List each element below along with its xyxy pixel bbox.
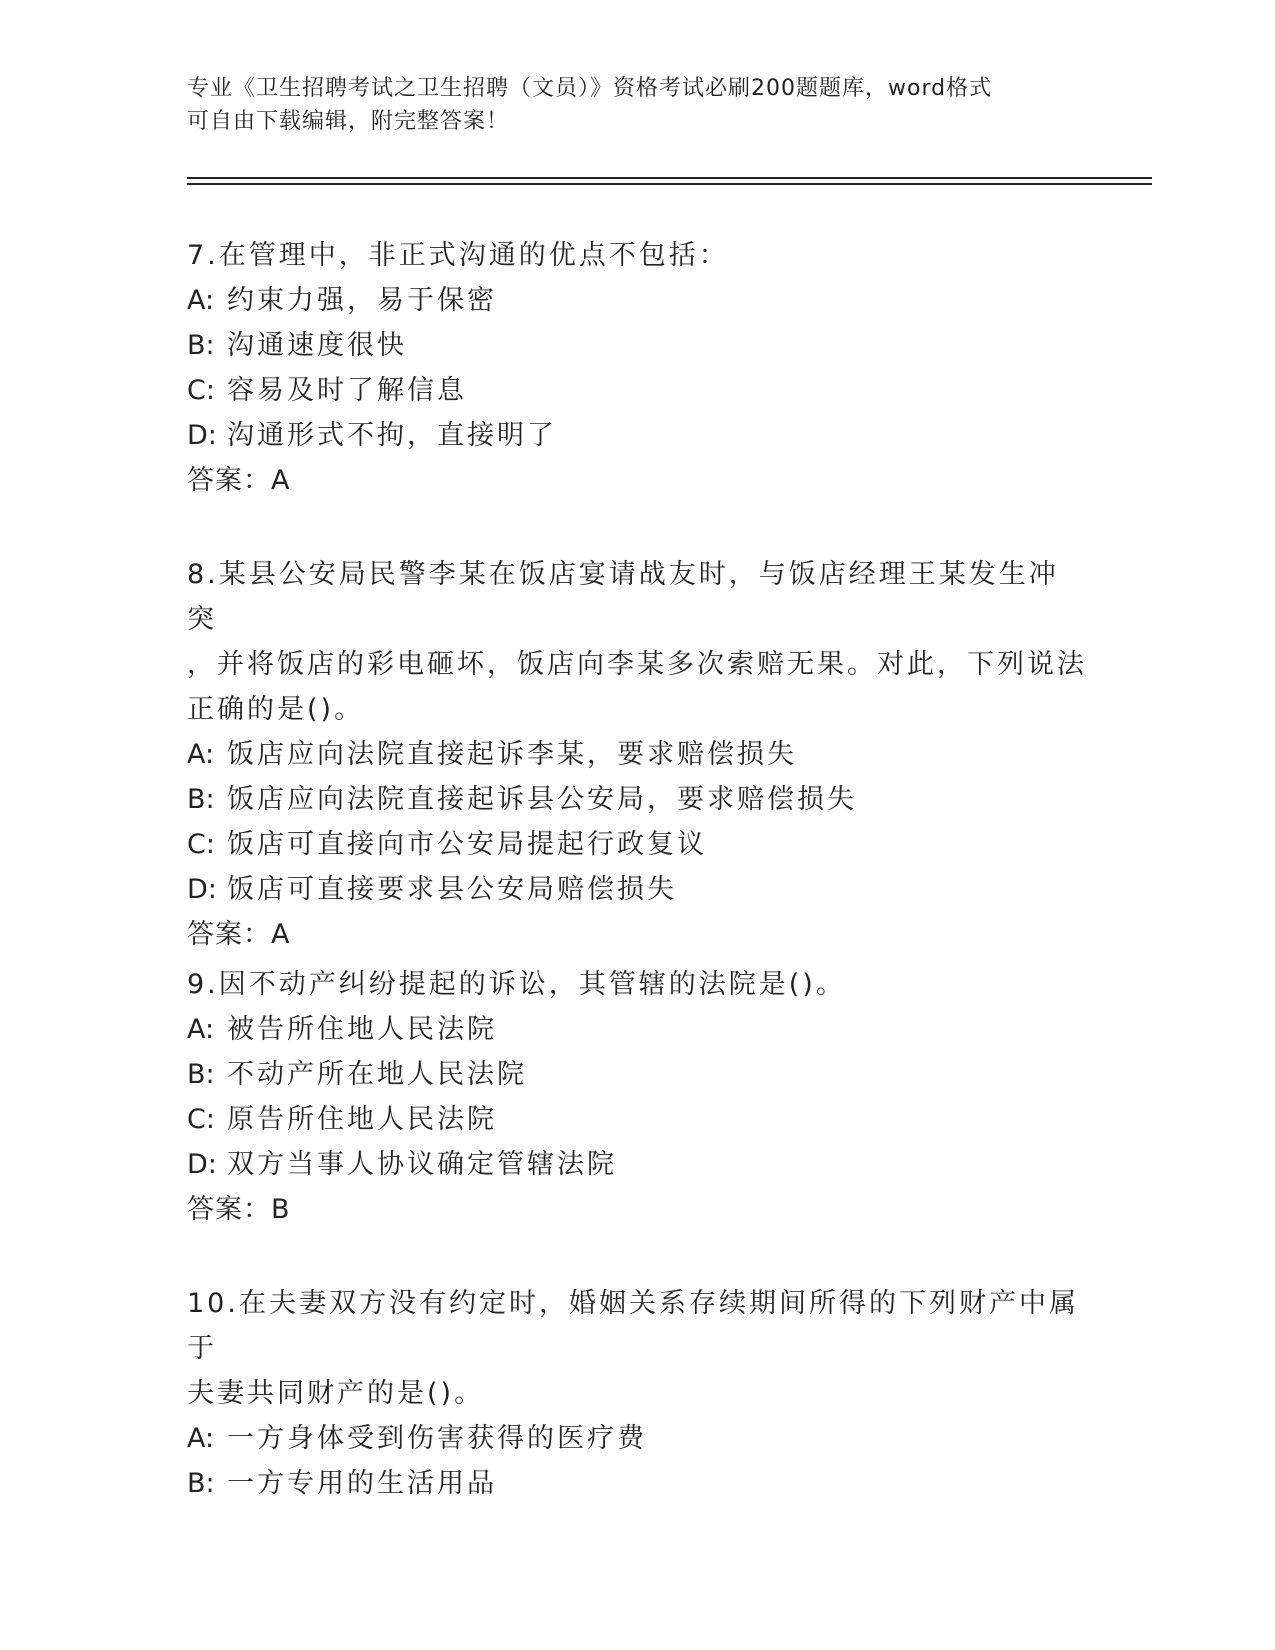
option-text: 饭店可直接向市公安局提起行政复议: [227, 829, 707, 860]
question-10: [187, 1281, 1087, 1506]
option-text: 饭店可直接要求县公安局赔偿损失: [227, 874, 677, 905]
header-divider-bottom: [187, 183, 1152, 185]
option-c: [187, 368, 1087, 413]
document-header: [187, 72, 1077, 138]
option-letter: C:: [187, 375, 215, 406]
answer-value: B: [271, 1194, 291, 1225]
option-text: 饭店应向法院直接起诉李某，要求赔偿损失: [227, 739, 797, 770]
question-9: [187, 962, 1087, 1232]
option-b: [187, 1052, 1087, 1097]
option-letter: D:: [187, 874, 217, 905]
option-text: 饭店应向法院直接起诉县公安局，要求赔偿损失: [227, 784, 857, 815]
option-d: [187, 1142, 1087, 1187]
option-letter: C:: [187, 829, 215, 860]
option-d: [187, 867, 1087, 912]
option-b: [187, 323, 1087, 368]
option-c: [187, 822, 1087, 867]
answer-line: [187, 1187, 1087, 1232]
answer-label: 答案：: [187, 1194, 271, 1225]
option-text: 约束力强，易于保密: [227, 285, 497, 316]
header-line-2: 可自由下载编辑，附完整答案！: [187, 109, 510, 134]
answer-line: [187, 912, 1087, 957]
option-d: [187, 413, 1087, 458]
option-letter: A:: [187, 285, 215, 316]
option-a: [187, 1416, 1087, 1461]
option-text: 双方当事人协议确定管辖法院: [227, 1149, 617, 1180]
answer-label: 答案：: [187, 465, 271, 496]
option-text: 沟通形式不拘，直接明了: [227, 420, 557, 451]
answer-label: 答案：: [187, 919, 271, 950]
option-text: 原告所住地人民法院: [227, 1104, 497, 1135]
question-8: [187, 552, 1087, 957]
answer-value: A: [271, 465, 291, 496]
question-stem: 7.在管理中，非正式沟通的优点不包括：: [187, 240, 729, 271]
question-stem-line-1: 8.某县公安局民警李某在饭店宴请战友时，与饭店经理王某发生冲突: [187, 559, 1059, 635]
option-letter: C:: [187, 1104, 215, 1135]
option-text: 被告所住地人民法院: [227, 1014, 497, 1045]
option-letter: D:: [187, 420, 217, 451]
option-a: [187, 732, 1087, 777]
question-stem: 9.因不动产纠纷提起的诉讼，其管辖的法院是()。: [187, 969, 846, 1000]
option-b: [187, 777, 1087, 822]
option-c: [187, 1097, 1087, 1142]
option-a: [187, 278, 1087, 323]
option-text: 不动产所在地人民法院: [227, 1059, 527, 1090]
question-7: [187, 233, 1087, 503]
option-text: 一方身体受到伤害获得的医疗费: [227, 1423, 647, 1454]
question-stem-line-3: 正确的是()。: [187, 694, 365, 725]
option-text: 一方专用的生活用品: [227, 1468, 497, 1499]
option-text: 沟通速度很快: [227, 330, 407, 361]
answer-value: A: [271, 919, 291, 950]
question-stem-line-2: ，并将饭店的彩电砸坏，饭店向李某多次索赔无果。对此，下列说法: [187, 649, 1087, 680]
option-text: 容易及时了解信息: [227, 375, 467, 406]
option-letter: A:: [187, 1423, 215, 1454]
question-stem-line-1: 10.在夫妻双方没有约定时，婚姻关系存续期间所得的下列财产中属于: [187, 1288, 1079, 1364]
question-stem-line-2: 夫妻共同财产的是()。: [187, 1378, 485, 1409]
header-line-1: 专业《卫生招聘考试之卫生招聘（文员）》资格考试必刷200题题库，word格式: [187, 76, 993, 101]
option-b: [187, 1461, 1087, 1506]
option-letter: B:: [187, 1059, 215, 1090]
option-letter: B:: [187, 1468, 215, 1499]
option-letter: B:: [187, 784, 215, 815]
option-letter: B:: [187, 330, 215, 361]
option-letter: D:: [187, 1149, 217, 1180]
answer-line: [187, 458, 1087, 503]
option-letter: A:: [187, 1014, 215, 1045]
option-a: [187, 1007, 1087, 1052]
option-letter: A:: [187, 739, 215, 770]
header-divider-top: [187, 177, 1152, 179]
